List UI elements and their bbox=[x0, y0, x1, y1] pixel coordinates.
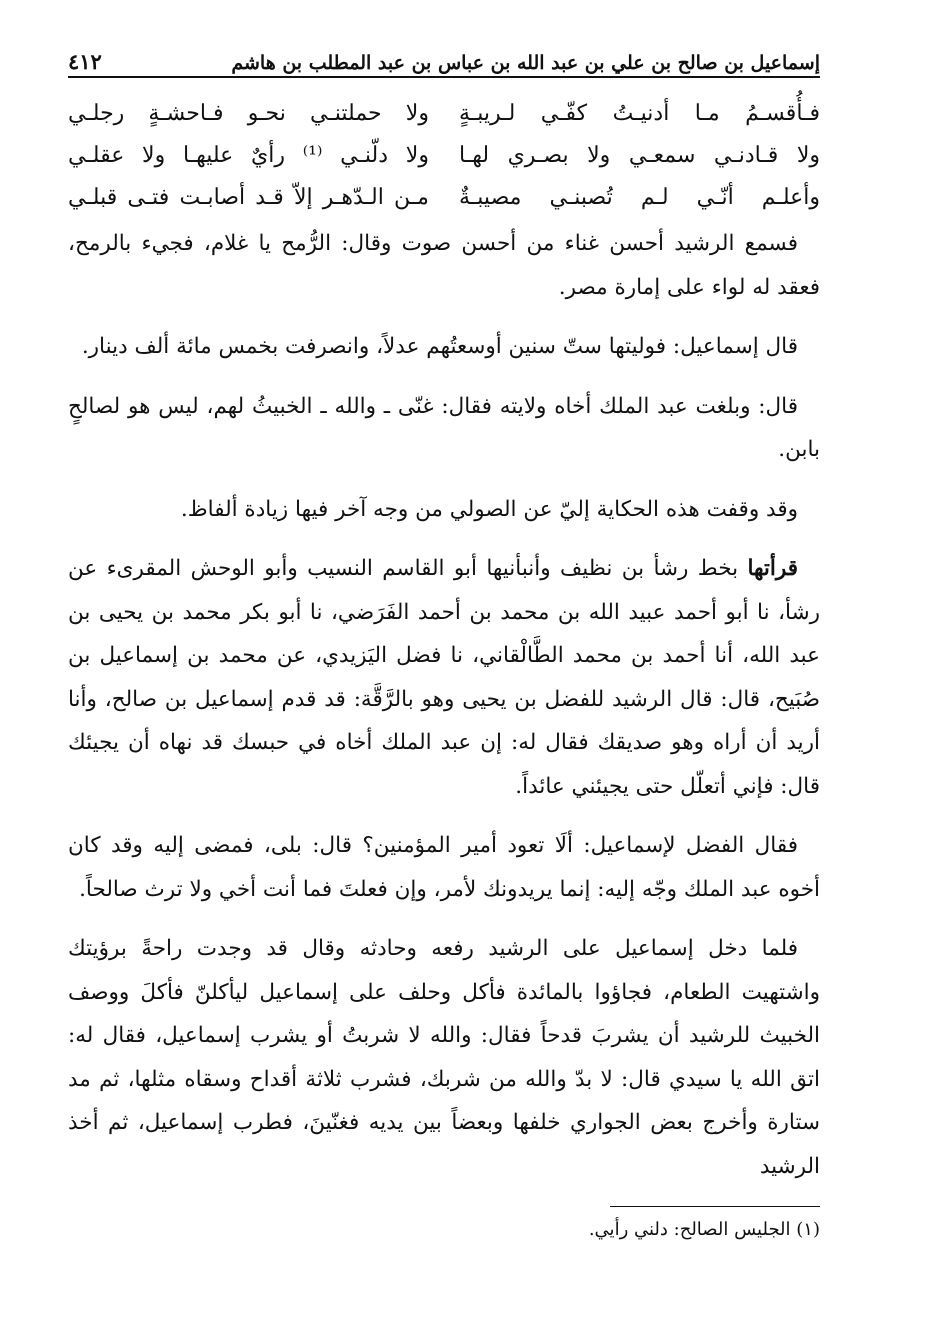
verse-first-hemistich: فـأُقسـمُ مـا أدنيـتُ كفّـي لـريبـةٍ bbox=[459, 100, 820, 126]
body-paragraph: فقال الفضل لإسماعيل: ألَا تعود أمير المؤمنين؟ قال: بلى، فمضى إليه وقد كان أخوه عبد الملك وجّه إليه: إنما يريدونك لأمر، وإن فعلتَ فما أنت أخي ولا ترث صالحاً. bbox=[68, 833, 820, 902]
verse-second-hemistich: مـن الـدّهـر إلاّ قـد أصابـت فتـى قبلـي bbox=[68, 184, 429, 210]
body-paragraph: قال إسماعيل: فوليتها ستّ سنين أوسعتُهم عدلاً، وانصرفت بخمس مائة ألف دينار. bbox=[81, 334, 798, 359]
verse-first-hemistich: ولا قـادنـي سمعـي ولا بصـري لهـا bbox=[459, 142, 820, 168]
body-paragraph bbox=[68, 547, 820, 808]
body-paragraph: فلما دخل إسماعيل على الرشيد رفعه وحادثه وقال قد وجدت راحةً برؤيتك واشتهيت الطعام، فجاؤوا بالمائدة فأكل وحلف على إسماعيل ليأكلنّ فأكلَ ووصف الخبيث للرشيد أن يشربَ قدحاً فقال: والله لا شربتُ أو يشرب إسماعيل، فقال له: اتق الله يا سيدي قال: لا بدّ والله من شربك، فشرب ثلاثة أقداح وسقاه مثلها، ثم مد ستارة وأخرج بعض الجواري خلفها وبعضاً بين يديه فغنّينَ، فطرب إسماعيل، ثم أخذ الرشيد bbox=[68, 936, 820, 1179]
body-paragraph: فسمع الرشيد أحسن غناء من أحسن صوت وقال: الرُّمح يا غلام، فجيء بالرمح، فعقد له لواء على إمارة مصر. bbox=[68, 231, 820, 300]
page-number: ٤١٢ bbox=[68, 49, 102, 74]
poem-verse bbox=[68, 176, 820, 218]
poem-block bbox=[68, 92, 820, 218]
poem-verse bbox=[68, 92, 820, 134]
paragraph-text: بخط رشأ بن نظيف وأنبأنيها أبو القاسم النسيب وأبو الوحش المقرىء عن رشأ، نا أبو أحمد عبيد الله بن محمد بن أحمد الفَرَضي، نا أبو بكر محمد بن يحيى بن عبد الله، أنا أحمد بن محمد الطَّالْقاني، نا فضل اليَزيدي، عن محمد بن إسماعيل بن صُبَيح، قال: قال الرشيد للفضل بن يحيى وهو بالرَّقَّة: قد قدم إسماعيل بن صالح، وأنا أريد أن أراه وهو صديقك فقال له: إن عبد الملك أخاه في حبسك قد نهاه أن يجيئك قال: فإني أتعلّل حتى يجيئني عائداً. bbox=[68, 556, 820, 799]
footnote: (١) الجليس الصالح: دلني رأيي. bbox=[588, 1219, 820, 1240]
paragraph-lead-word: قرأتها bbox=[747, 556, 798, 581]
body-paragraph: وقد وقفت هذه الحكاية إليّ عن الصولي من وجه آخر فيها زيادة ألفاظ. bbox=[180, 496, 798, 522]
page-header bbox=[68, 36, 820, 78]
verse-second-hemistich: ولا دلّنـي ⁽¹⁾ رأيٌ عليهـا ولا عقلـي bbox=[68, 142, 429, 168]
footnote-divider bbox=[610, 1206, 820, 1207]
poem-verse bbox=[68, 134, 820, 176]
verse-first-hemistich: وأعلـم أنّـي لـم تُصبنـي مصيبـةٌ bbox=[459, 184, 820, 210]
body-paragraph: قال: وبلغت عبد الملك أخاه ولايته فقال: غنّى ـ والله ـ الخبيثُ لهم، ليس هو لصالحٍ بابن. bbox=[68, 393, 820, 462]
book-page bbox=[68, 36, 820, 1306]
verse-second-hemistich: ولا حملتنـي نحـو فـاحشـةٍ رجلـي bbox=[68, 100, 429, 126]
running-title: إسماعيل بن صالح بن علي بن عبد الله بن عباس بن عبد المطلب بن هاشم bbox=[231, 52, 820, 74]
